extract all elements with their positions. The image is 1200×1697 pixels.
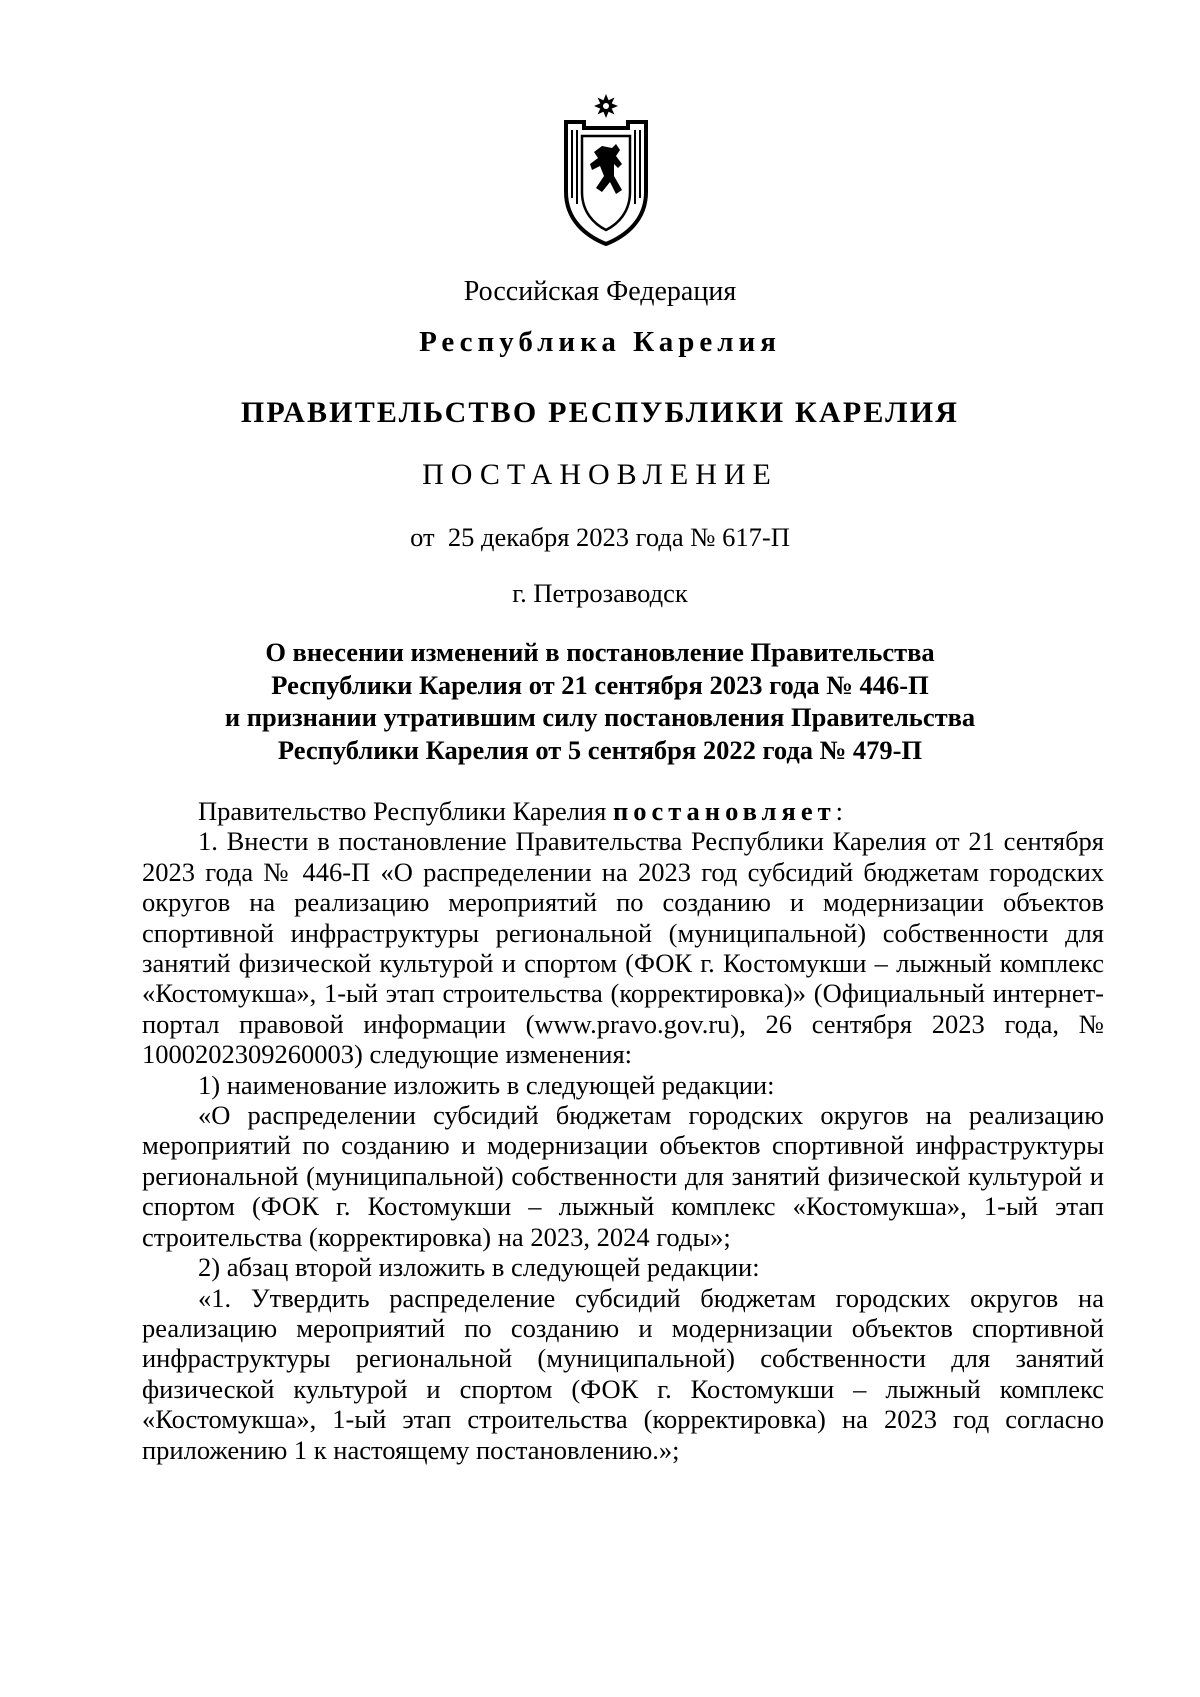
body-paragraph: «1. Утвердить распределение субсидий бюджетам городских округов на реализацию мероприятий по созданию и модернизации объектов спортивной инфраструктуры региональной (муниципальной) собственности для занятий физической культурой и спортом (ФОК г. Костомукши – лыжный комплекс «Костомукша», 1-ый этап строительства (корректировка) на 2023 год согласно приложению 1 к настоящему постановлению.»;: [142, 1282, 1104, 1465]
intro-prefix: Правительство Республики Карелия: [198, 796, 613, 826]
document-body: [142, 796, 1104, 1465]
republic-name: Республика Карелия: [419, 326, 781, 358]
country-name: Российская Федерация: [463, 276, 737, 307]
body-paragraph: 1. Внести в постановление Правительства Республики Карелия от 21 сентября 2023 года № 446-П «О распределении на 2023 год субсидий бюджетам городских округов на реализацию мероприятий по созданию и модернизации объектов спортивной инфраструктуры региональной (муниципальной) собственности для занятий физической культурой и спортом (ФОК г. Костомукши – лыжный комплекс «Костомукша», 1-ый этап строительства (корректировка)» (Официальный интернет-портал правовой информации (www.pravo.gov.ru), 26 сентября 2023 года, № 1000202309260003) следующие изменения:: [142, 826, 1104, 1070]
coat-of-arms-icon: [558, 94, 654, 246]
body-paragraph: 1) наименование изложить в следующей редакции:: [198, 1069, 775, 1100]
title-line: Республики Карелия от 21 сентября 2023 года № 446-П: [271, 669, 929, 700]
body-paragraph: «О распределении субсидий бюджетам городских округов на реализацию мероприятий по созданию и модернизации объектов спортивной инфраструктуры региональной (муниципальной) собственности для занятий физической культурой и спортом (ФОК г. Костомукши – лыжный комплекс «Костомукша», 1-ый этап строительства (корректировка) на 2023, 2024 годы»;: [142, 1100, 1104, 1252]
title-line: Республики Карелия от 5 сентября 2022 года № 479-П: [277, 734, 923, 765]
document-title: [100, 636, 1100, 766]
title-line: и признании утратившим силу постановления Правительства: [224, 702, 976, 732]
intro-keyword: постановляет: [612, 796, 836, 826]
document-city: г. Петрозаводск: [512, 578, 688, 608]
body-paragraph: 2) абзац второй изложить в следующей редакции:: [198, 1252, 760, 1283]
document-type: ПОСТАНОВЛЕНИЕ: [422, 458, 778, 491]
title-line: О внесении изменений в постановление Правительства: [265, 637, 935, 667]
document-date-number: от 25 декабря 2023 года № 617-П: [410, 522, 790, 552]
intro-suffix: :: [835, 796, 843, 826]
government-name: ПРАВИТЕЛЬСТВО РЕСПУБЛИКИ КАРЕЛИЯ: [240, 396, 960, 429]
intro-paragraph: [142, 796, 1104, 826]
